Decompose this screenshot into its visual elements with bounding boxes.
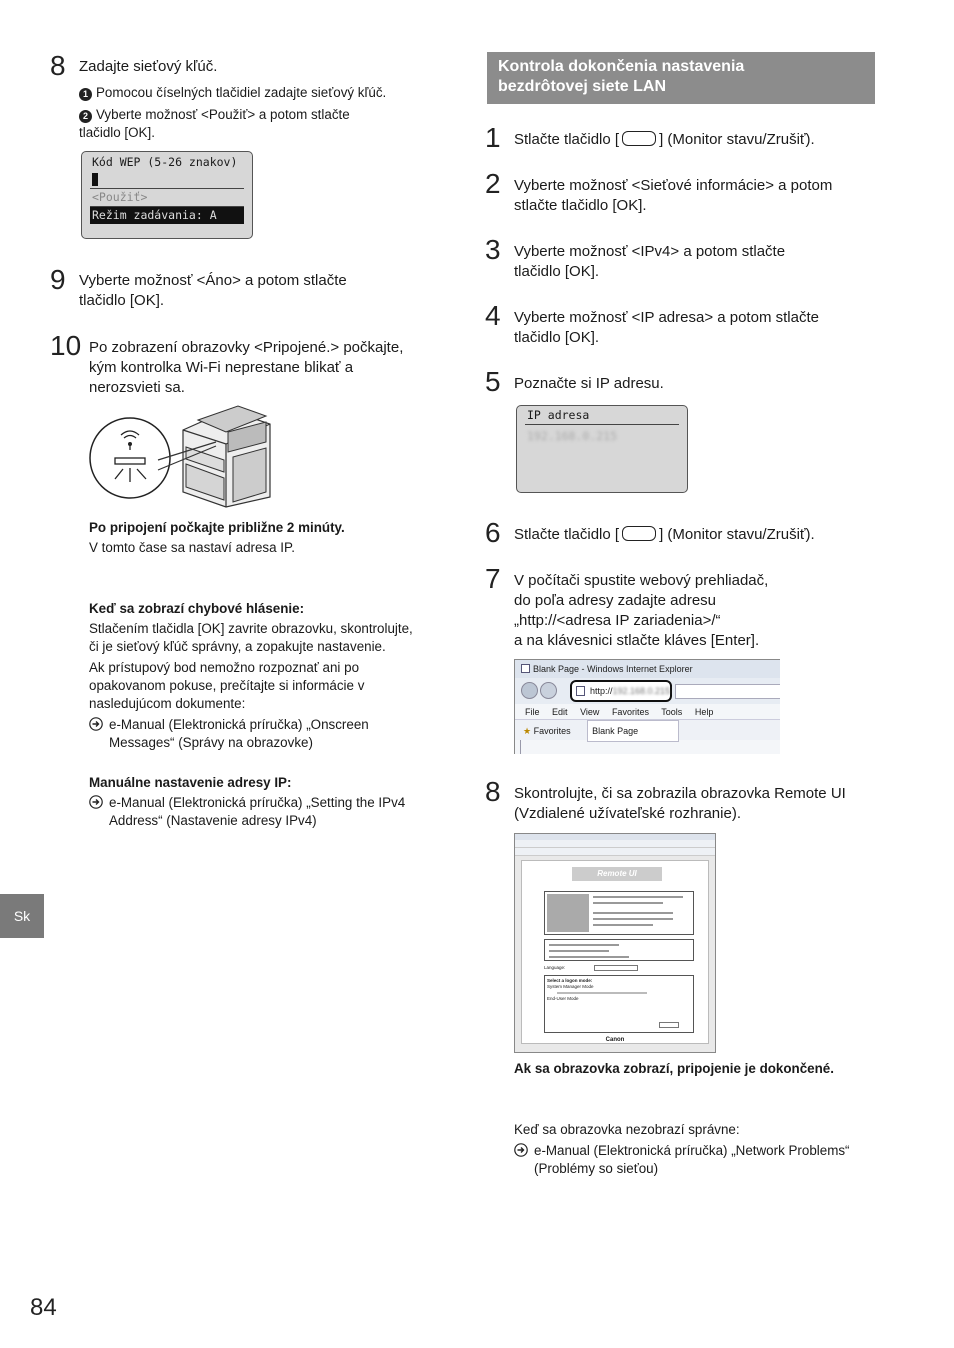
step-r6-text: Stlačte tlačidlo [ ] (Monitor stavu/Zrušiť).: [514, 526, 815, 543]
star-icon: ★: [523, 726, 532, 736]
step-r2-line1: Vyberte možnosť <Sieťové informácie> a potom: [514, 177, 833, 194]
browser-favorites-bar: [515, 720, 780, 740]
step-r4-line1: Vyberte možnosť <IP adresa> a potom stlačte: [514, 309, 819, 326]
step-r5-number: 5: [485, 366, 501, 397]
step-r1-number: 1: [485, 122, 501, 153]
step-r4-number: 4: [485, 300, 501, 331]
step-10-number: 10: [50, 330, 82, 361]
canon-logo: Canon: [605, 1037, 625, 1043]
error-line1: Stlačením tlačidla [OK] zavrite obrazovku, skontrolujte,: [89, 621, 413, 636]
step-10-line3: nerozsvieti sa.: [89, 379, 185, 396]
device-image: [547, 894, 589, 932]
step-10-line1: Po zobrazení obrazovky <Pripojené.> počkajte,: [89, 339, 404, 356]
error-line3: Ak prístupový bod nemožno rozpoznať ani po: [89, 660, 360, 675]
lcd-input-line: [82, 171, 252, 188]
menu-favorites[interactable]: Favorites: [611, 707, 649, 717]
step-8-sub2-line2: tlačidlo [OK].: [79, 125, 155, 140]
lcd-wep-key-screen: [81, 151, 253, 239]
menu-file[interactable]: File: [525, 707, 540, 717]
step-r3-number: 3: [485, 234, 501, 265]
status-monitor-key-icon: [622, 526, 656, 541]
browser-title-bar: Blank Page - Windows Internet Explorer: [515, 660, 780, 678]
remote-ui-logo: Remote UI: [572, 867, 662, 881]
menu-view[interactable]: View: [580, 707, 600, 717]
step-r1-text: Stlačte tlačidlo [ ] (Monitor stavu/Zrušiť).: [514, 131, 815, 148]
step-r7-line1: V počítači spustite webový prehliadač,: [514, 572, 769, 589]
lcd-line-title: Kód WEP (5-26 znakov): [92, 155, 238, 169]
manual-ip-title: Manuálne nastavenie adresy IP:: [89, 775, 292, 790]
step-r7-number: 7: [485, 563, 501, 594]
step-r7-line4: a na klávesnici stlačte kláves [Enter].: [514, 632, 760, 649]
step-r3-line2: tlačidlo [OK].: [514, 263, 600, 280]
lcd-line-input-mode: Režim zadávania: A: [90, 207, 244, 224]
favorites-button[interactable]: Favorites: [533, 726, 571, 736]
step-8-text: Zadajte sieťový kľúč.: [79, 58, 218, 75]
language-button[interactable]: [594, 965, 638, 971]
step-r5-text: Poznačte si IP adresu.: [514, 375, 664, 392]
step-10-line2: kým kontrolka Wi-Fi neprestane blikať a: [89, 359, 354, 376]
forward-button-icon[interactable]: [540, 682, 557, 699]
step-r2-line2: stlačte tlačidlo [OK].: [514, 197, 647, 214]
step-9-line1: Vyberte možnosť <Áno> a potom stlačte: [79, 272, 347, 289]
not-shown-title: Keď sa obrazovka nezobrazí správne:: [514, 1122, 740, 1137]
logon-button[interactable]: [659, 1022, 679, 1028]
done-caption: Ak sa obrazovka zobrazí, pripojenie je dokončené.: [514, 1061, 834, 1076]
error-reference: e-Manual (Elektronická príručka) „Onscreen Messages“ (Správy na obrazovke): [89, 716, 369, 751]
error-title: Keď sa zobrazí chybové hlásenie:: [89, 601, 305, 616]
step-r8-line2: (Vzdialené užívateľské rozhranie).: [514, 805, 741, 822]
language-label: Language:: [544, 965, 566, 970]
wait-text: V tomto čase sa nastaví adresa IP.: [89, 540, 295, 555]
system-manager-mode-option[interactable]: System Manager Mode: [547, 984, 594, 989]
menu-tools[interactable]: Tools: [661, 707, 683, 717]
step-8-number: 8: [50, 50, 66, 81]
wait-title: Po pripojení počkajte približne 2 minúty.: [89, 520, 345, 535]
reference-arrow-icon: [89, 795, 103, 809]
step-r2-number: 2: [485, 168, 501, 199]
page-icon: [576, 686, 585, 696]
section-heading: Kontrola dokončenia nastavenia bezdrôtovej siete LAN: [487, 52, 875, 104]
remote-ui-screenshot: [514, 833, 716, 1053]
back-button-icon[interactable]: [521, 682, 538, 699]
step-r7-line2: do poľa adresy zadajte adresu: [514, 592, 717, 609]
step-r4-line2: tlačidlo [OK].: [514, 329, 600, 346]
printer-wifi-illustration: [88, 402, 274, 510]
manual-ip-reference: e-Manual (Elektronická príručka) „Setting the IPv4 Address“ (Nastavenie adresy IPv4): [89, 794, 405, 829]
error-line5: nasledujúcom dokumente:: [89, 696, 246, 711]
step-r3-line1: Vyberte možnosť <IPv4> a potom stlačte: [514, 243, 786, 260]
browser-nav-bar: [515, 678, 780, 704]
ie-page-icon: [521, 664, 530, 673]
browser-menu-bar: [515, 704, 780, 720]
lcd-line-use: <Použiť>: [92, 190, 148, 204]
status-monitor-key-icon: [622, 131, 656, 146]
logon-mode-title: Select a logon mode:: [547, 978, 593, 983]
lcd-ip-title: IP adresa: [527, 408, 590, 422]
step-r8-line1: Skontrolujte, či sa zobrazila obrazovka Remote UI: [514, 785, 846, 802]
lcd-ip-value: 192.168.0.215: [527, 429, 618, 443]
reference-arrow-icon: [89, 717, 103, 731]
blank-page-tab[interactable]: Blank Page: [587, 720, 679, 742]
menu-help[interactable]: Help: [694, 707, 714, 717]
not-shown-reference: e-Manual (Elektronická príručka) „Network Problems“ (Problémy so sieťou): [514, 1142, 850, 1177]
browser-screenshot: [514, 659, 780, 754]
end-user-mode-option[interactable]: End-User Mode: [547, 996, 579, 1001]
step-9-line2: tlačidlo [OK].: [79, 292, 165, 309]
step-r6-number: 6: [485, 517, 501, 548]
page-number: 84: [30, 1294, 57, 1321]
step-r7-line3: „http://<adresa IP zariadenia>/“: [514, 612, 721, 629]
enumeration-2-icon: 2: [79, 110, 92, 123]
address-bar[interactable]: http://192.168.0.215: [570, 680, 672, 702]
step-9-number: 9: [50, 264, 66, 295]
enumeration-1-icon: 1: [79, 88, 92, 101]
step-8-sub2: 2 Vyberte možnosť <Použiť> a potom stlačte: [79, 106, 350, 124]
error-line4: opakovanom pokuse, prečítajte si informácie v: [89, 678, 365, 693]
step-8-sub1: 1 Pomocou číselných tlačidiel zadajte sieťový kľúč.: [79, 84, 386, 102]
error-line2: či je sieťový kľúč správny, a zopakujte nastavenie.: [89, 639, 386, 654]
menu-edit[interactable]: Edit: [552, 707, 568, 717]
step-r8-number: 8: [485, 776, 501, 807]
lcd-ip-address-screen: [516, 405, 688, 493]
language-side-tab: Sk: [0, 894, 44, 938]
cursor-icon: [92, 173, 98, 186]
reference-arrow-icon: [514, 1143, 528, 1157]
